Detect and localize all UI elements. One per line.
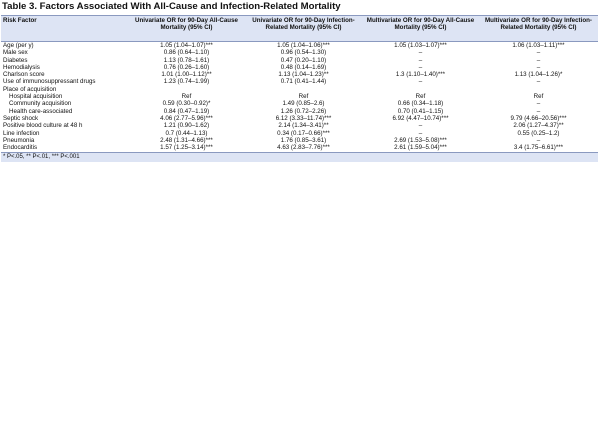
row-cell bbox=[128, 86, 245, 93]
row-cell: – bbox=[418, 56, 423, 64]
row-cell: 0.7 (0.44–1.13) bbox=[165, 129, 208, 137]
header-risk-factor: Risk Factor bbox=[1, 16, 128, 42]
row-label: Hemodialysis bbox=[3, 63, 40, 71]
table-footnote: * P<.05, ** P<.01, *** P<.001 bbox=[1, 153, 598, 162]
row-label: Health care-associated bbox=[9, 107, 73, 115]
row-label: Age (per y) bbox=[3, 42, 34, 49]
row-cell: – bbox=[536, 78, 541, 86]
row-cell: 1.26 (0.72–2.26) bbox=[280, 107, 327, 115]
row-cell: 0.47 (0.20–1.10) bbox=[280, 56, 327, 64]
row-cell: 4.63 (2.83–7.76)*** bbox=[245, 144, 362, 153]
row-cell: 0.48 (0.14–1.69) bbox=[280, 63, 327, 71]
row-cell: 1.05 (1.04–1.06)*** bbox=[277, 42, 330, 49]
row-cell: 9.79 (4.66–20.56)*** bbox=[510, 114, 567, 122]
row-label: Place of acquisition bbox=[3, 85, 57, 93]
header-univariate-all-cause: Univariate OR for 90-Day All-Cause Mortality (95% CI) bbox=[128, 16, 245, 42]
row-label: Community acquisition bbox=[9, 100, 72, 108]
row-cell: 0.34 (0.17–0.66)*** bbox=[277, 129, 330, 137]
table-row bbox=[1, 100, 598, 107]
row-cell: – bbox=[536, 56, 541, 64]
row-cell bbox=[245, 86, 362, 93]
row-cell bbox=[362, 86, 479, 93]
row-cell: 1.13 (1.04–1.23)** bbox=[278, 71, 329, 79]
row-cell: Ref bbox=[415, 93, 426, 101]
row-cell: 0.66 (0.34–1.18) bbox=[397, 100, 444, 108]
row-cell: 1.49 (0.85–2.6) bbox=[282, 100, 325, 108]
row-cell: – bbox=[418, 78, 423, 86]
row-label: Endocarditis bbox=[1, 144, 128, 153]
header-univariate-infection: Univariate OR for 90-Day Infection-Related Mortality (95% CI) bbox=[245, 16, 362, 42]
table-row bbox=[1, 57, 598, 64]
table-body bbox=[1, 42, 598, 153]
table-row bbox=[1, 115, 598, 122]
row-cell: 0.76 (0.26–1.60) bbox=[163, 63, 210, 71]
row-cell: 1.21 (0.90–1.62) bbox=[163, 122, 210, 130]
table-row bbox=[1, 49, 598, 56]
row-label: Hospital acquisition bbox=[9, 93, 63, 101]
row-label: Line infection bbox=[3, 129, 40, 137]
row-cell: Ref bbox=[181, 93, 192, 101]
row-cell: 2.48 (1.31–4.66)*** bbox=[160, 136, 213, 144]
table-row bbox=[1, 137, 598, 144]
row-cell: Ref bbox=[533, 93, 544, 101]
row-label: Use of immunosuppressant drugs bbox=[3, 78, 96, 86]
row-label: Positive blood culture at 48 h bbox=[3, 122, 83, 130]
table-row bbox=[1, 122, 598, 129]
row-cell: – bbox=[418, 49, 423, 57]
table-row bbox=[1, 42, 598, 50]
row-cell: 0.84 (0.47–1.19) bbox=[163, 107, 210, 115]
table-container bbox=[1, 1, 598, 162]
row-cell: 2.69 (1.53–5.08)*** bbox=[394, 136, 447, 144]
row-cell: – bbox=[418, 63, 423, 71]
table-row bbox=[1, 144, 598, 153]
row-cell: 1.06 (1.03–1.11)*** bbox=[512, 42, 565, 49]
row-cell: 1.76 (0.85–3.61) bbox=[280, 136, 327, 144]
row-cell: 1.23 (0.74–1.99) bbox=[163, 78, 210, 86]
table-row bbox=[1, 71, 598, 78]
row-cell: 0.71 (0.41–1.44) bbox=[280, 78, 327, 86]
row-cell bbox=[479, 86, 598, 93]
row-cell: 1.05 (1.03–1.07)*** bbox=[394, 42, 447, 49]
header-multivariate-infection: Multivariate OR for 90-Day Infection-Related Mortality (95% CI) bbox=[479, 16, 598, 42]
row-cell: 1.57 (1.25–3.14)*** bbox=[128, 144, 245, 153]
row-cell: – bbox=[536, 107, 541, 115]
table-row bbox=[1, 78, 598, 85]
row-cell: 1.05 (1.04–1.07)*** bbox=[160, 42, 213, 49]
row-cell: 6.92 (4.47–10.74)*** bbox=[392, 114, 449, 122]
table-row bbox=[1, 130, 598, 137]
table-row bbox=[1, 93, 598, 100]
row-cell: 0.55 (0.25–1.2) bbox=[517, 129, 560, 137]
row-cell: – bbox=[418, 122, 423, 130]
row-cell: 0.59 (0.30–0.92)* bbox=[162, 100, 211, 108]
row-cell: 0.86 (0.64–1.10) bbox=[163, 49, 210, 57]
row-cell: 1.13 (1.04–1.26)* bbox=[514, 71, 563, 79]
row-label: Pneumonia bbox=[3, 136, 35, 144]
row-cell: – bbox=[536, 100, 541, 108]
row-cell: – bbox=[418, 129, 423, 137]
row-cell: 2.61 (1.59–5.04)*** bbox=[362, 144, 479, 153]
row-label: Charlson score bbox=[3, 71, 45, 79]
row-cell: – bbox=[536, 63, 541, 71]
row-label: Male sex bbox=[3, 49, 28, 57]
row-cell: – bbox=[536, 136, 541, 144]
mortality-factors-table bbox=[1, 15, 598, 153]
header-multivariate-all-cause: Multivariate OR for 90-Day All-Cause Mortality (95% CI) bbox=[362, 16, 479, 42]
row-label: Septic shock bbox=[3, 114, 39, 122]
row-cell: 0.70 (0.41–1.15) bbox=[397, 107, 444, 115]
row-cell: 2.14 (1.34–3.41)** bbox=[278, 122, 329, 130]
table-row bbox=[1, 64, 598, 71]
row-cell: Ref bbox=[298, 93, 309, 101]
table-row bbox=[1, 108, 598, 115]
row-cell: 6.12 (3.33–11.74)*** bbox=[275, 114, 332, 122]
row-cell: 1.13 (0.78–1.61) bbox=[163, 56, 210, 64]
row-cell: 1.3 (1.10–1.40)*** bbox=[395, 71, 446, 79]
row-label: Diabetes bbox=[3, 56, 28, 64]
row-cell: 3.4 (1.75–6.61)*** bbox=[479, 144, 598, 153]
row-cell: 0.96 (0.54–1.30) bbox=[280, 49, 327, 57]
row-cell: 4.06 (2.77–5.96)*** bbox=[160, 114, 213, 122]
table-row bbox=[1, 86, 598, 93]
row-cell: 1.01 (1.00–1.12)** bbox=[161, 71, 212, 79]
row-cell: – bbox=[536, 49, 541, 57]
header-row bbox=[1, 16, 598, 42]
table-title: Table 3. Factors Associated With All-Cause and Infection-Related Mortality bbox=[2, 1, 341, 12]
row-cell: 2.06 (1.27–4.37)** bbox=[513, 122, 564, 130]
